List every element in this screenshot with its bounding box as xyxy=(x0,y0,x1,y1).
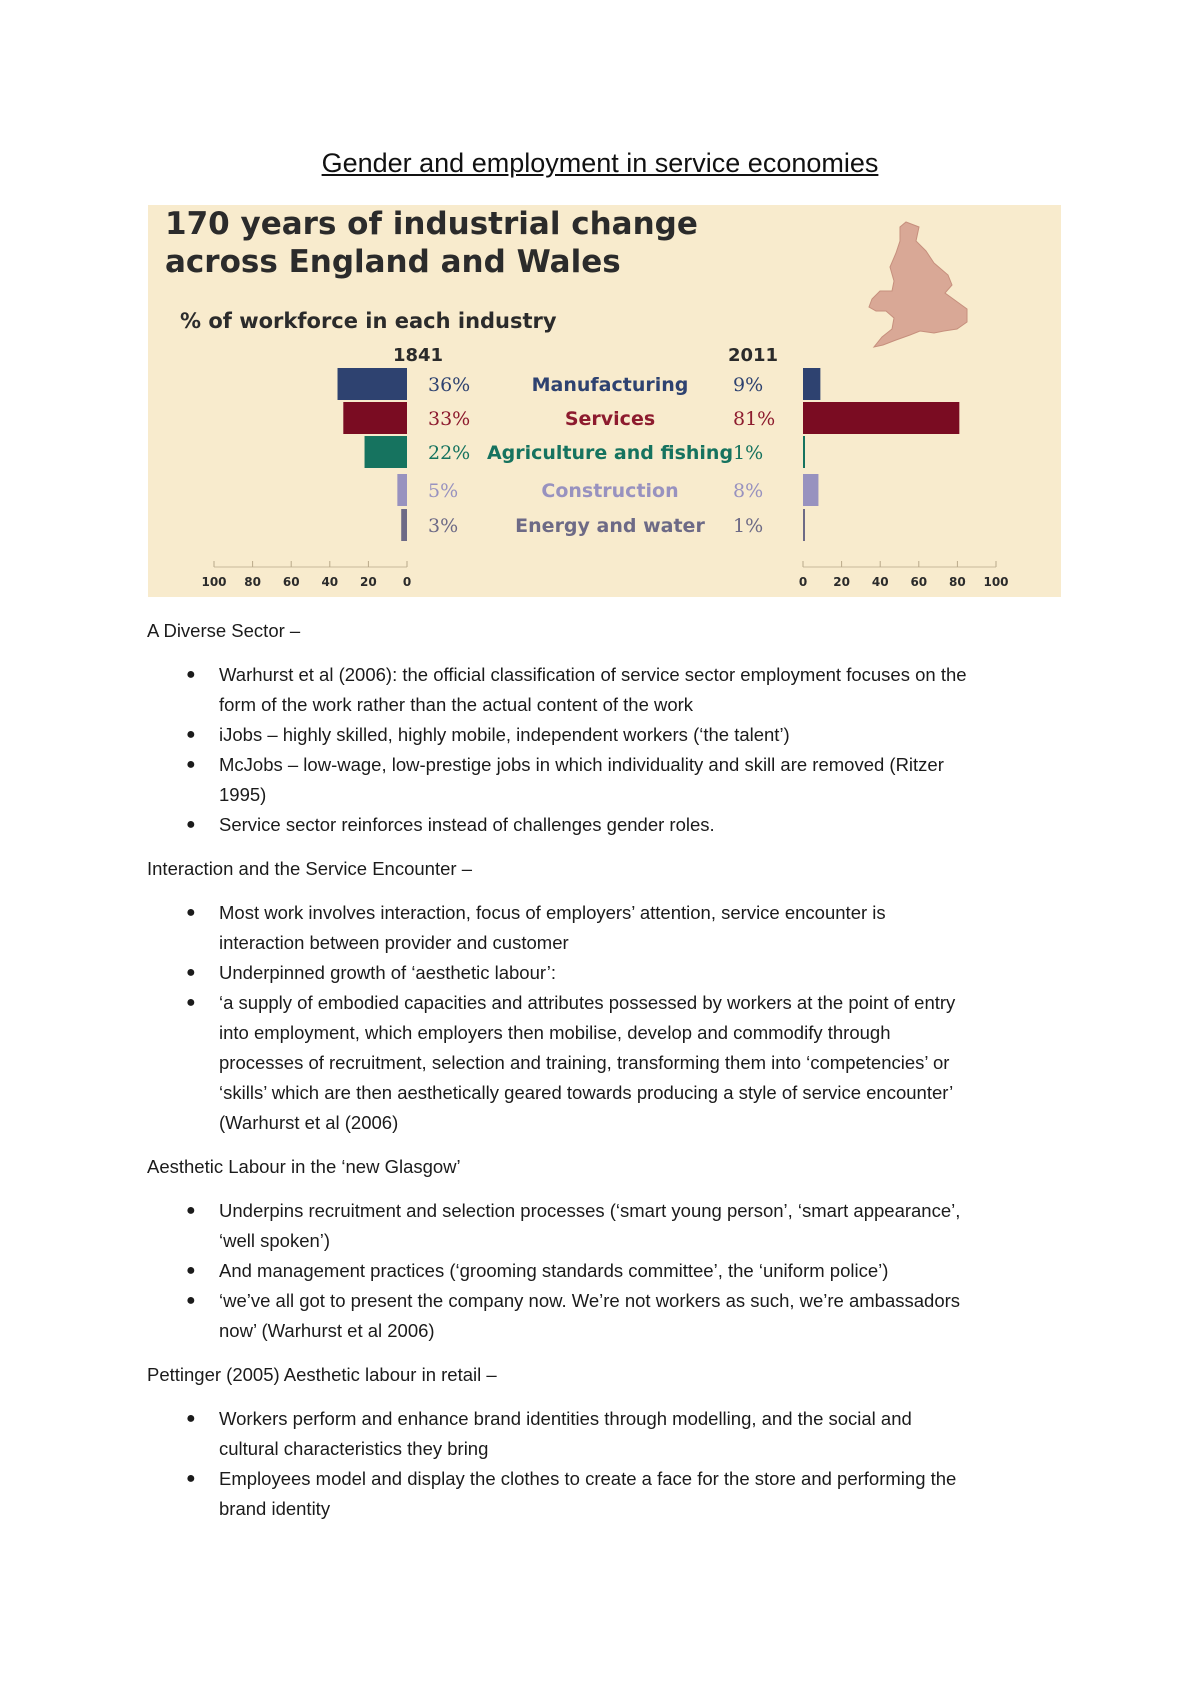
bullet-text-line: interaction between provider and customer xyxy=(219,932,569,953)
list-item xyxy=(186,720,1067,750)
bullet-icon: ● xyxy=(186,1292,196,1309)
tick-label-right-1: 20 xyxy=(833,575,850,589)
bullet-icon: ● xyxy=(186,666,196,683)
section-heading: Interaction and the Service Encounter – xyxy=(147,858,472,879)
bullet-text-line: ‘skills’ which are then aesthetically geared towards producing a style of service encounter’ xyxy=(219,1082,954,1103)
industrial-change-chart xyxy=(148,205,1061,597)
bar-1841-1 xyxy=(343,402,407,434)
value-label-1841-4: 3% xyxy=(428,515,459,537)
bullet-text-line: processes of recruitment, selection and training, transforming them into ‘competencies’ or xyxy=(219,1052,950,1073)
industrial-change-figure xyxy=(148,205,1061,597)
tick-label-left-2: 60 xyxy=(282,575,300,589)
england-wales-map-icon xyxy=(869,222,967,347)
category-label-1: Services xyxy=(564,408,656,430)
bullet-text-line: Most work involves interaction, focus of employers’ attention, service encounter is xyxy=(219,902,886,923)
bullet-list xyxy=(147,1196,1067,1346)
bullet-text-line: now’ (Warhurst et al 2006) xyxy=(219,1320,435,1341)
bullet-icon: ● xyxy=(186,994,196,1011)
bullet-icon: ● xyxy=(186,904,196,921)
bullet-text-line: Employees model and display the clothes to create a face for the store and performing the xyxy=(219,1468,957,1489)
bar-2011-2 xyxy=(803,436,805,468)
list-item xyxy=(186,898,1067,958)
figure-title-line2: across England and Wales xyxy=(165,244,621,280)
bullet-list xyxy=(147,898,1067,1138)
year-label-2011: 2011 xyxy=(727,345,779,366)
list-item xyxy=(186,660,1067,720)
bullet-text-line: And management practices (‘grooming standards committee’, the ‘uniform police’) xyxy=(219,1260,889,1281)
page-title: Gender and employment in service economies xyxy=(321,148,879,178)
bar-2011-4 xyxy=(803,509,805,541)
tick-label-right-2: 40 xyxy=(871,575,889,589)
value-label-1841-1: 33% xyxy=(428,408,471,430)
bullet-text-line: Warhurst et al (2006): the official classification of service sector employment focuses on the xyxy=(219,664,967,685)
list-item xyxy=(186,988,1067,1138)
bullet-text-line: brand identity xyxy=(219,1498,331,1519)
section-heading: Pettinger (2005) Aesthetic labour in retail – xyxy=(147,1364,497,1385)
bullet-icon: ● xyxy=(186,756,196,773)
figure-title-line1: 170 years of industrial change xyxy=(165,206,698,242)
tick-label-left-3: 40 xyxy=(321,575,339,589)
bullet-icon: ● xyxy=(186,1202,196,1219)
list-item xyxy=(186,1286,1067,1346)
tick-label-right-0: 0 xyxy=(798,575,808,589)
bullet-list xyxy=(147,1404,1067,1524)
bullet-text-line: ‘we’ve all got to present the company now. We’re not workers as such, we’re ambassadors xyxy=(219,1290,961,1311)
bullet-icon: ● xyxy=(186,816,196,833)
chart-marks xyxy=(201,345,1008,589)
bar-2011-0 xyxy=(803,368,820,400)
category-label-4: Energy and water xyxy=(515,515,705,537)
year-label-1841: 1841 xyxy=(392,345,444,366)
tick-label-left-5: 0 xyxy=(402,575,412,589)
notes-body xyxy=(147,616,1067,1538)
bullet-text-line: Service sector reinforces instead of challenges gender roles. xyxy=(219,814,715,835)
bullet-text-line: ‘a supply of embodied capacities and attributes possessed by workers at the point of entry xyxy=(219,992,956,1013)
bullet-icon: ● xyxy=(186,1410,196,1427)
list-item xyxy=(186,1196,1067,1256)
section-heading: A Diverse Sector – xyxy=(147,620,301,641)
value-label-1841-0: 36% xyxy=(428,374,471,396)
list-item xyxy=(186,1464,1067,1524)
list-item xyxy=(186,810,1067,840)
bar-1841-3 xyxy=(397,474,407,506)
bar-1841-0 xyxy=(338,368,407,400)
tick-label-right-3: 60 xyxy=(910,575,928,589)
tick-label-right-5: 100 xyxy=(983,575,1009,589)
bullet-icon: ● xyxy=(186,726,196,743)
bullet-icon: ● xyxy=(186,1470,196,1487)
bullet-text-line: into employment, which employers then mobilise, develop and commodify through xyxy=(219,1022,891,1043)
bullet-icon: ● xyxy=(186,1262,196,1279)
value-label-2011-0: 9% xyxy=(733,374,764,396)
bar-2011-1 xyxy=(803,402,959,434)
tick-label-left-1: 80 xyxy=(244,575,261,589)
bullet-list xyxy=(147,660,1067,840)
list-item xyxy=(186,1256,1067,1286)
bar-1841-4 xyxy=(401,509,407,541)
bullet-text-line: Workers perform and enhance brand identities through modelling, and the social and xyxy=(219,1408,912,1429)
category-label-2: Agriculture and fishing xyxy=(486,442,734,464)
value-label-2011-1: 81% xyxy=(733,408,776,430)
value-label-2011-3: 8% xyxy=(733,480,764,502)
bullet-text-line: (Warhurst et al (2006) xyxy=(219,1112,399,1133)
tick-label-right-4: 80 xyxy=(949,575,966,589)
bullet-text-line: Underpinned growth of ‘aesthetic labour’: xyxy=(219,962,556,983)
bullet-text-line: 1995) xyxy=(219,784,267,805)
category-label-0: Manufacturing xyxy=(531,374,689,396)
bullet-text-line: ‘well spoken’) xyxy=(219,1230,331,1251)
bullet-text-line: Underpins recruitment and selection processes (‘smart young person’, ‘smart appearance’, xyxy=(219,1200,961,1221)
section-heading: Aesthetic Labour in the ‘new Glasgow’ xyxy=(147,1156,461,1177)
bullet-text-line: McJobs – low-wage, low-prestige jobs in which individuality and skill are removed (Ritzer xyxy=(219,754,944,775)
tick-label-left-4: 20 xyxy=(360,575,377,589)
list-item xyxy=(186,1404,1067,1464)
figure-subtitle: % of workforce in each industry xyxy=(180,309,557,333)
value-label-1841-3: 5% xyxy=(428,480,459,502)
tick-label-left-0: 100 xyxy=(201,575,227,589)
category-label-3: Construction xyxy=(541,480,679,502)
bullet-icon: ● xyxy=(186,964,196,981)
value-label-2011-4: 1% xyxy=(733,515,764,537)
value-label-2011-2: 1% xyxy=(733,442,764,464)
value-label-1841-2: 22% xyxy=(428,442,471,464)
bullet-text-line: iJobs – highly skilled, highly mobile, independent workers (‘the talent’) xyxy=(219,724,790,745)
bullet-text-line: form of the work rather than the actual content of the work xyxy=(219,694,694,715)
list-item xyxy=(186,958,1067,988)
bullet-text-line: cultural characteristics they bring xyxy=(219,1438,489,1459)
bar-2011-3 xyxy=(803,474,818,506)
bar-1841-2 xyxy=(365,436,407,468)
list-item xyxy=(186,750,1067,810)
